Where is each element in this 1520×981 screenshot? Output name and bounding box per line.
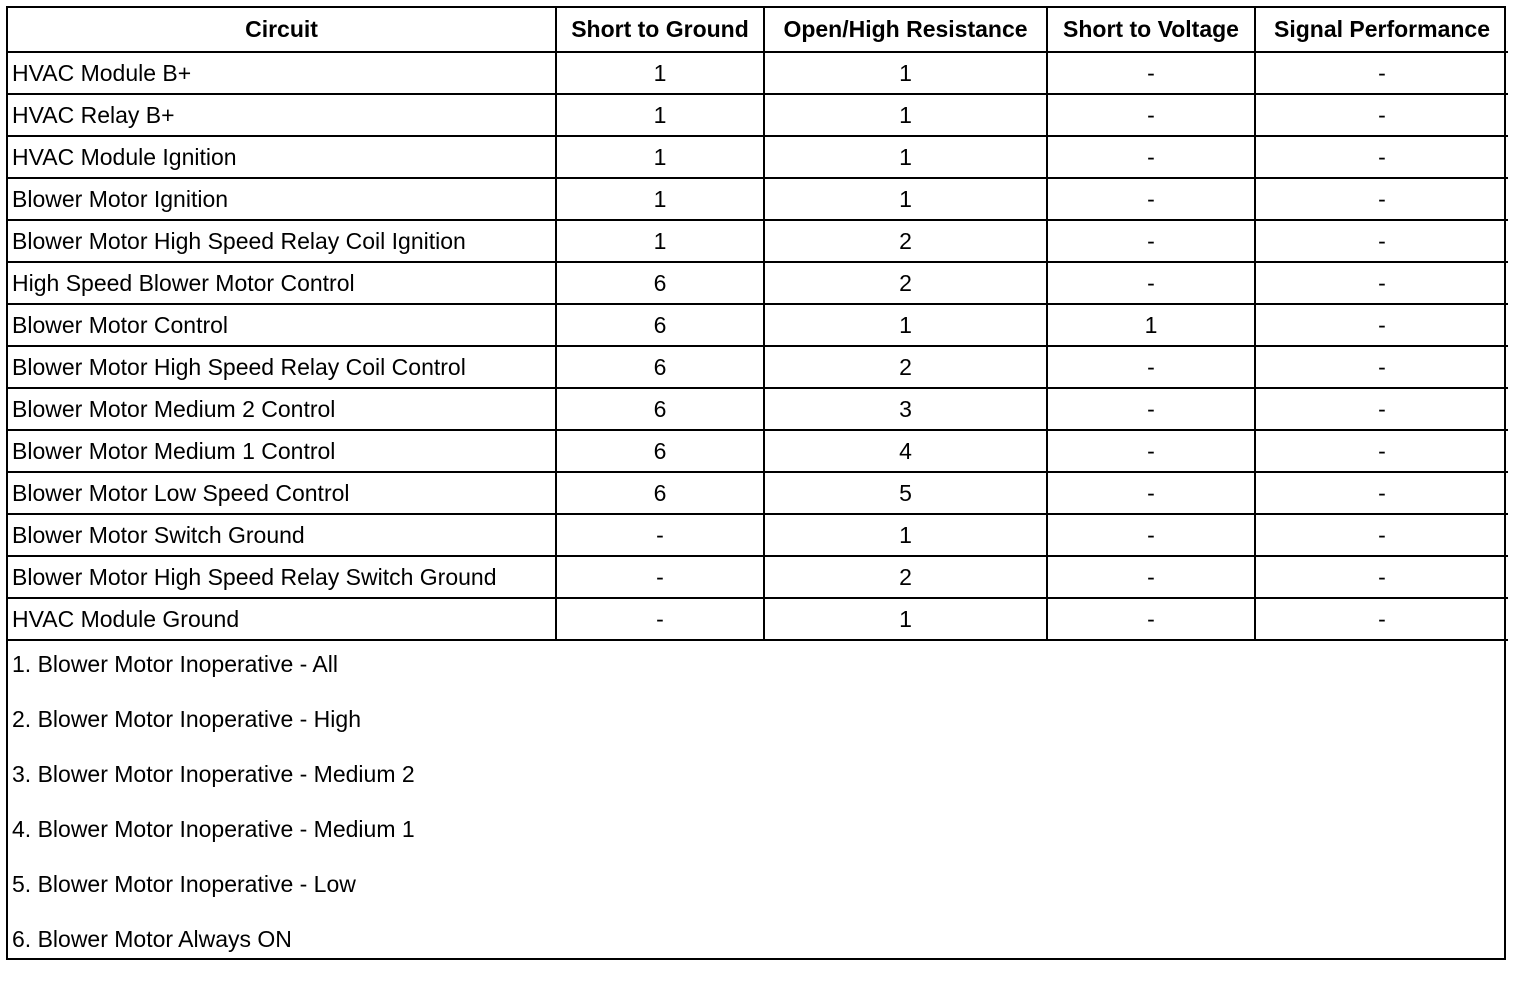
open-high-resistance-cell: 4 (764, 430, 1047, 472)
signal-performance-cell: - (1255, 94, 1508, 136)
open-high-resistance-cell: 5 (764, 472, 1047, 514)
short-to-ground-cell: 1 (556, 220, 764, 262)
fault-matrix-document (6, 6, 1506, 960)
short-to-voltage-cell: - (1047, 430, 1255, 472)
short-to-ground-cell: 6 (556, 472, 764, 514)
table-row (8, 472, 1508, 514)
footnotes (8, 641, 1504, 981)
open-high-resistance-cell: 3 (764, 388, 1047, 430)
short-to-ground-cell: - (556, 598, 764, 640)
short-to-ground-cell: 1 (556, 136, 764, 178)
table-row (8, 52, 1508, 94)
header-signal-performance: Signal Performance (1255, 8, 1508, 52)
footnote-item: 2. Blower Motor Inoperative - High (12, 706, 361, 732)
circuit-name-cell: Blower Motor Switch Ground (8, 514, 556, 556)
circuit-name-cell: Blower Motor Medium 2 Control (8, 388, 556, 430)
short-to-ground-cell: 6 (556, 430, 764, 472)
open-high-resistance-cell: 2 (764, 556, 1047, 598)
short-to-ground-cell: 6 (556, 388, 764, 430)
table-row (8, 262, 1508, 304)
short-to-voltage-cell: - (1047, 136, 1255, 178)
open-high-resistance-cell: 1 (764, 94, 1047, 136)
table-row (8, 136, 1508, 178)
short-to-ground-cell: 6 (556, 304, 764, 346)
short-to-voltage-cell: - (1047, 220, 1255, 262)
circuit-name-cell: Blower Motor Control (8, 304, 556, 346)
short-to-voltage-cell: - (1047, 346, 1255, 388)
footnote-item: 6. Blower Motor Always ON (12, 926, 292, 952)
table-row (8, 346, 1508, 388)
short-to-voltage-cell: 1 (1047, 304, 1255, 346)
circuit-name-cell: HVAC Module Ignition (8, 136, 556, 178)
table-row (8, 178, 1508, 220)
footnote-item: 3. Blower Motor Inoperative - Medium 2 (12, 761, 415, 787)
circuit-name-cell: Blower Motor Low Speed Control (8, 472, 556, 514)
open-high-resistance-cell: 2 (764, 346, 1047, 388)
signal-performance-cell: - (1255, 304, 1508, 346)
circuit-name-cell: High Speed Blower Motor Control (8, 262, 556, 304)
signal-performance-cell: - (1255, 598, 1508, 640)
signal-performance-cell: - (1255, 388, 1508, 430)
table-header-row (8, 8, 1508, 52)
signal-performance-cell: - (1255, 472, 1508, 514)
signal-performance-cell: - (1255, 52, 1508, 94)
header-open-high-resistance: Open/High Resistance (764, 8, 1047, 52)
short-to-voltage-cell: - (1047, 262, 1255, 304)
table-row (8, 514, 1508, 556)
circuit-name-cell: Blower Motor High Speed Relay Coil Ignition (8, 220, 556, 262)
open-high-resistance-cell: 1 (764, 304, 1047, 346)
table-body (8, 52, 1508, 640)
open-high-resistance-cell: 1 (764, 514, 1047, 556)
footnote-item: 4. Blower Motor Inoperative - Medium 1 (12, 816, 415, 842)
table-row (8, 220, 1508, 262)
short-to-ground-cell: 1 (556, 52, 764, 94)
signal-performance-cell: - (1255, 514, 1508, 556)
header-short-to-ground: Short to Ground (556, 8, 764, 52)
open-high-resistance-cell: 2 (764, 220, 1047, 262)
circuit-name-cell: HVAC Relay B+ (8, 94, 556, 136)
open-high-resistance-cell: 1 (764, 136, 1047, 178)
circuit-name-cell: Blower Motor High Speed Relay Coil Control (8, 346, 556, 388)
short-to-voltage-cell: - (1047, 514, 1255, 556)
short-to-ground-cell: 6 (556, 346, 764, 388)
header-circuit: Circuit (8, 8, 556, 52)
short-to-ground-cell: - (556, 556, 764, 598)
footnote-item: 5. Blower Motor Inoperative - Low (12, 871, 356, 897)
footnote-item: 1. Blower Motor Inoperative - All (12, 651, 338, 677)
short-to-voltage-cell: - (1047, 598, 1255, 640)
circuit-name-cell: Blower Motor High Speed Relay Switch Ground (8, 556, 556, 598)
short-to-voltage-cell: - (1047, 52, 1255, 94)
table-row (8, 388, 1508, 430)
circuit-name-cell: HVAC Module B+ (8, 52, 556, 94)
short-to-voltage-cell: - (1047, 556, 1255, 598)
signal-performance-cell: - (1255, 178, 1508, 220)
short-to-voltage-cell: - (1047, 94, 1255, 136)
short-to-voltage-cell: - (1047, 178, 1255, 220)
table-row (8, 304, 1508, 346)
open-high-resistance-cell: 1 (764, 178, 1047, 220)
open-high-resistance-cell: 1 (764, 598, 1047, 640)
signal-performance-cell: - (1255, 220, 1508, 262)
circuit-name-cell: Blower Motor Medium 1 Control (8, 430, 556, 472)
signal-performance-cell: - (1255, 262, 1508, 304)
circuit-name-cell: Blower Motor Ignition (8, 178, 556, 220)
short-to-ground-cell: 1 (556, 94, 764, 136)
header-short-to-voltage: Short to Voltage (1047, 8, 1255, 52)
short-to-ground-cell: 6 (556, 262, 764, 304)
short-to-ground-cell: - (556, 514, 764, 556)
signal-performance-cell: - (1255, 136, 1508, 178)
signal-performance-cell: - (1255, 346, 1508, 388)
short-to-voltage-cell: - (1047, 388, 1255, 430)
open-high-resistance-cell: 2 (764, 262, 1047, 304)
circuit-name-cell: HVAC Module Ground (8, 598, 556, 640)
table-row (8, 94, 1508, 136)
short-to-voltage-cell: - (1047, 472, 1255, 514)
table-row (8, 430, 1508, 472)
short-to-ground-cell: 1 (556, 178, 764, 220)
signal-performance-cell: - (1255, 430, 1508, 472)
signal-performance-cell: - (1255, 556, 1508, 598)
table-row (8, 598, 1508, 640)
table-row (8, 556, 1508, 598)
circuit-fault-table (8, 8, 1508, 641)
open-high-resistance-cell: 1 (764, 52, 1047, 94)
